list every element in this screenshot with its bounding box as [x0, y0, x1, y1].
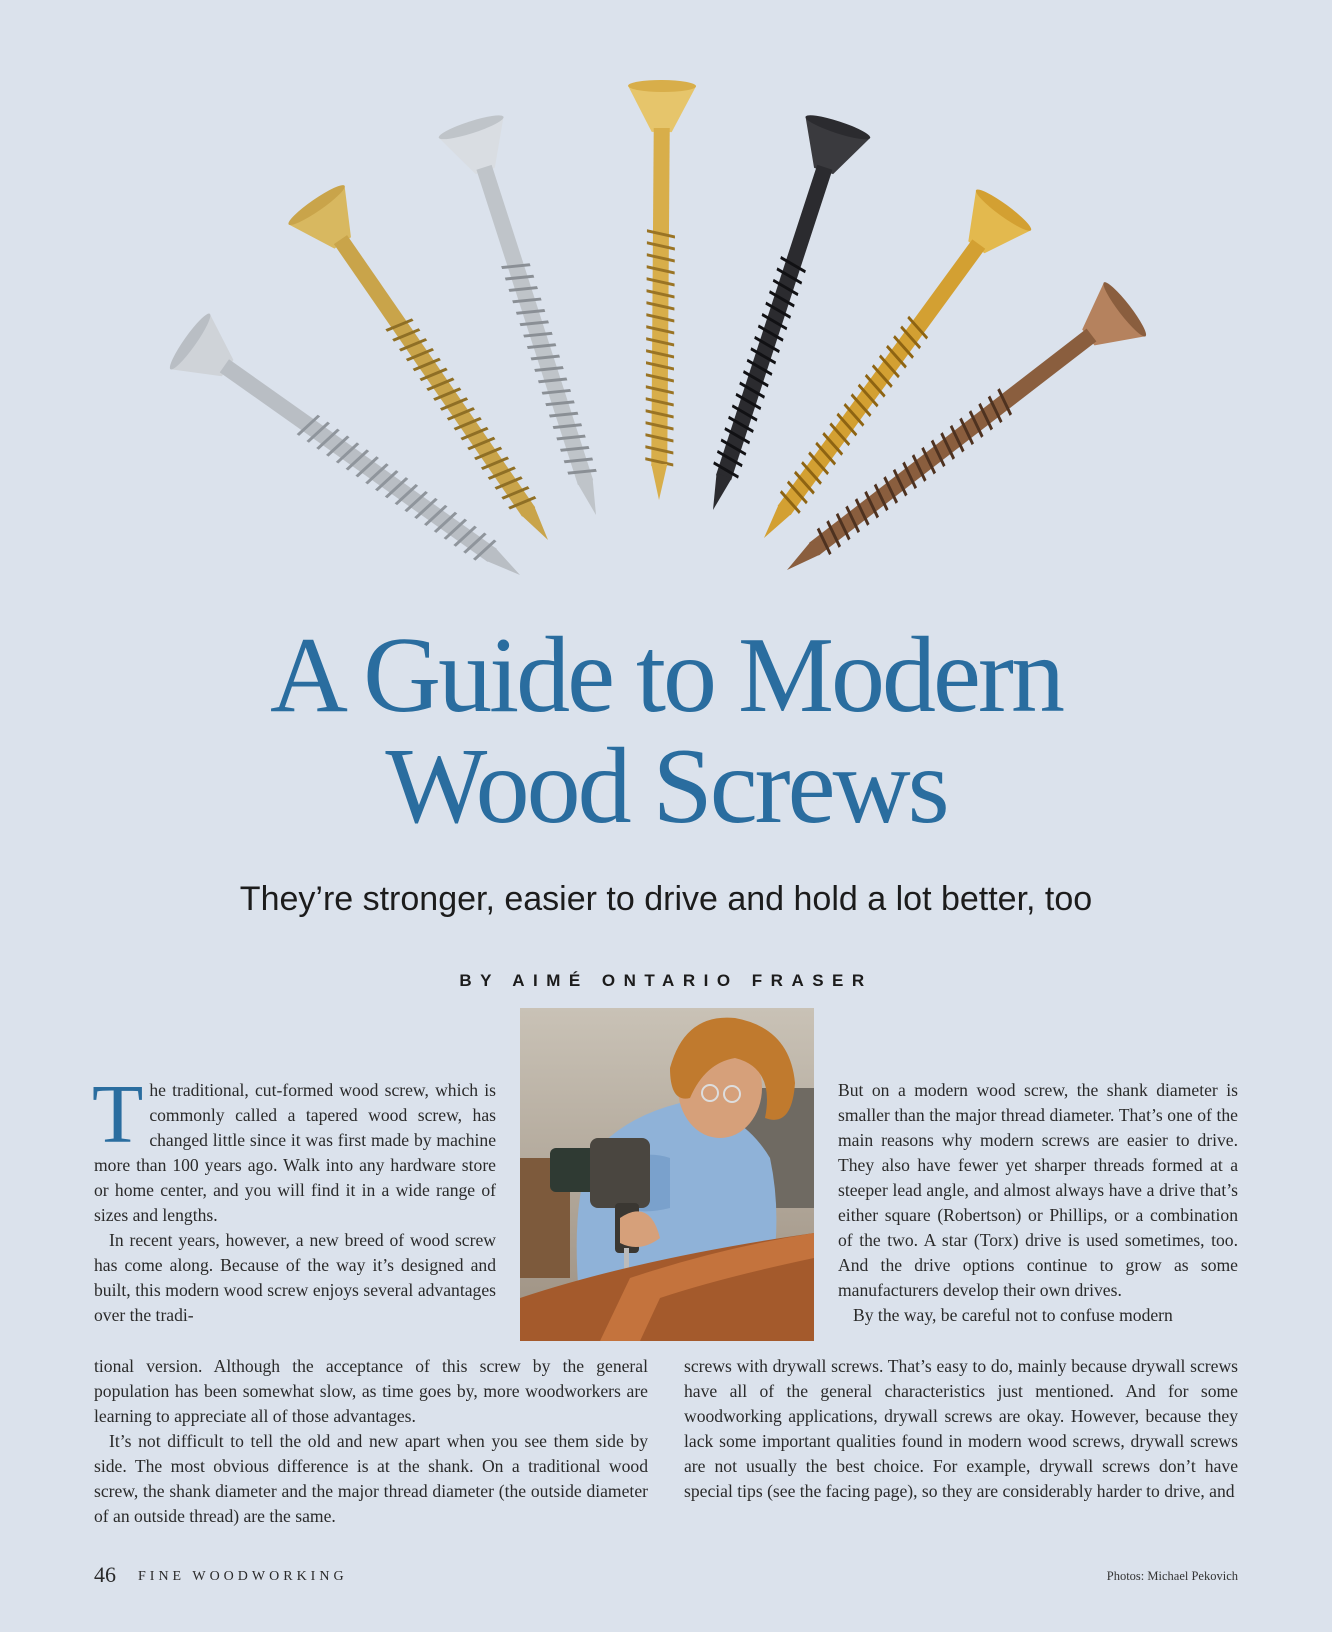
paragraph-1: he traditional, cut-formed wood screw, which is commonly called a tapered wood screw, has changed little since it was first made by machine more than 100 years ago. Walk into any hardware store or home center, and you will find it in a wide range of sizes and lengths. — [94, 1080, 496, 1225]
paragraph-5-part-1: By the way, be careful not to confuse modern — [853, 1305, 1173, 1325]
screw-black-oxide-icon — [681, 111, 872, 520]
deck-subtitle: They’re stronger, easier to drive and hold a lot better, too — [239, 880, 1093, 918]
article-column-1-top — [92, 1068, 496, 1328]
headline-line-2: Wood Screws — [385, 727, 947, 846]
woodworker-drilling-photo — [520, 1008, 814, 1341]
photo-illustration-icon — [520, 1008, 814, 1341]
article-column-1-bottom — [94, 1354, 648, 1529]
screw-yellow-zinc-icon — [625, 80, 696, 500]
article-column-2-top — [838, 1078, 1238, 1328]
paragraph-2-part-1: In recent years, however, a new breed of wood screw has come along. Because of the way it’s designed and built, this modern wood screw enjoys several advantages over the tradi- — [94, 1230, 496, 1325]
photo-credit: Photos: Michael Pekovich — [1106, 1569, 1238, 1583]
paragraph-5-part-2: screws with drywall screws. That’s easy to do, mainly because drywall screws have all of the general characteristics just mentioned. And for some woodworking applications, drywall screws are okay. However, because they lack some important qualities found in modern wood screws, drywall screws are not usually the best choice. For example, drywall screws don’t have special tips (see the facing page), so they are considerably harder to drive, and — [684, 1356, 1238, 1501]
paragraph-2-part-2: tional version. Although the acceptance of this screw by the general population has been somewhat slow, as time goes by, more woodworkers are learning to appreciate all of those advantages. — [94, 1356, 648, 1426]
magazine-name: FINE WOODWORKING — [138, 1569, 348, 1584]
article-column-2-bottom — [684, 1354, 1238, 1504]
drop-cap: T — [92, 1068, 144, 1161]
paragraph-4: But on a modern wood screw, the shank diameter is smaller than the major thread diameter. That’s one of the main reasons why modern screws are easier to drive. They also have fewer yet sharper threads formed at a steeper lead angle, and almost always have a drive that’s either square (Robertson) or Phillips, or a combination of the two. A star (Torx) drive is used sometimes, too. And the drive options continue to grow as some manufacturers develop their own drives. — [838, 1080, 1238, 1300]
hero-screws-photo — [150, 70, 1200, 610]
screw-bronze-icon — [766, 279, 1150, 597]
headline-line-1: A Guide to Modern — [270, 616, 1062, 735]
page-number: 46 — [94, 1562, 116, 1587]
byline: BY AIMÉ ONTARIO FRASER — [459, 971, 873, 990]
screw-stainless-icon — [437, 111, 628, 525]
paragraph-3: It’s not difficult to tell the old and new apart when you see them side by side. The most obvious difference is at the shank. On a traditional wood screw, the shank diameter and the major thread diameter (the outside diameter of an outside thread) are the same. — [94, 1431, 648, 1526]
